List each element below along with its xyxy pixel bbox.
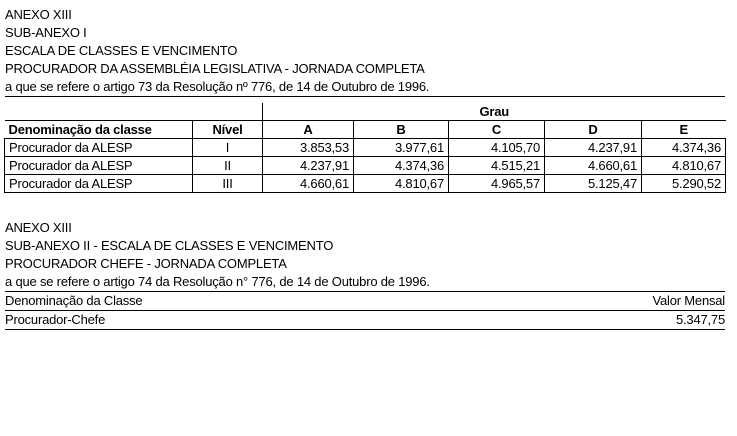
annex2-table-header <box>5 292 725 311</box>
table-row <box>5 175 726 193</box>
level-cell: II <box>193 157 263 175</box>
table-row <box>5 157 726 175</box>
salary-grade-table <box>4 103 726 193</box>
value-cell: 4.810,67 <box>642 157 726 175</box>
annex2-reference: a que se refere o artigo 74 da Resolução n° 776, de 14 de Outubro de 1996. <box>5 273 725 292</box>
col-header-grade-a: A <box>263 121 354 139</box>
value-cell: 4.660,61 <box>545 157 642 175</box>
annex1-title: ANEXO XIII <box>5 7 72 22</box>
annex1-scale-title: ESCALA DE CLASSES E VENCIMENTO <box>5 43 238 58</box>
col-header-level: Nível <box>193 121 263 139</box>
col-header-grade-d: D <box>545 121 642 139</box>
annex1-subtitle: SUB-ANEXO I <box>5 25 87 40</box>
annex1-reference: a que se refere o artigo 73 da Resolução nº 776, de 14 de Outubro de 1996. <box>5 78 725 97</box>
value-cell: 3.853,53 <box>263 139 354 157</box>
class-name-cell: Procurador da ALESP <box>5 139 193 157</box>
table-row <box>5 311 725 330</box>
level-cell: III <box>193 175 263 193</box>
table-header-row-grau <box>5 103 726 121</box>
grau-header: Grau <box>263 103 726 121</box>
blank-cell <box>5 103 193 121</box>
annex2-position-title: PROCURADOR CHEFE - JORNADA COMPLETA <box>5 256 287 271</box>
value-cell: 5.125,47 <box>545 175 642 193</box>
blank-cell <box>193 103 263 121</box>
value-cell: 5.347,75 <box>675 312 725 327</box>
value-cell: 4.105,70 <box>449 139 545 157</box>
annex2-title: ANEXO XIII <box>5 220 72 235</box>
table-header-row <box>5 121 726 139</box>
col-header-grade-e: E <box>642 121 726 139</box>
value-cell: 4.965,57 <box>449 175 545 193</box>
value-cell: 4.810,67 <box>354 175 449 193</box>
value-cell: 4.660,61 <box>263 175 354 193</box>
value-cell: 4.374,36 <box>354 157 449 175</box>
col-header-grade-c: C <box>449 121 545 139</box>
col-header-class: Denominação da Classe <box>5 293 143 308</box>
value-cell: 4.237,91 <box>263 157 354 175</box>
col-header-grade-b: B <box>354 121 449 139</box>
value-cell: 4.237,91 <box>545 139 642 157</box>
value-cell: 4.374,36 <box>642 139 726 157</box>
col-header-monthly-value: Valor Mensal <box>652 293 725 308</box>
value-cell: 3.977,61 <box>354 139 449 157</box>
level-cell: I <box>193 139 263 157</box>
class-name-cell: Procurador-Chefe <box>5 312 106 327</box>
annex2-section <box>5 219 725 330</box>
annex2-subtitle: SUB-ANEXO II - ESCALA DE CLASSES E VENCIMENTO <box>5 238 334 253</box>
value-cell: 4.515,21 <box>449 157 545 175</box>
col-header-class: Denominação da classe <box>5 121 193 139</box>
annex1-heading <box>5 6 725 97</box>
class-name-cell: Procurador da ALESP <box>5 157 193 175</box>
class-name-cell: Procurador da ALESP <box>5 175 193 193</box>
value-cell: 5.290,52 <box>642 175 726 193</box>
annex1-position-title: PROCURADOR DA ASSEMBLÉIA LEGISLATIVA - JORNADA COMPLETA <box>5 61 425 76</box>
table-row <box>5 139 726 157</box>
